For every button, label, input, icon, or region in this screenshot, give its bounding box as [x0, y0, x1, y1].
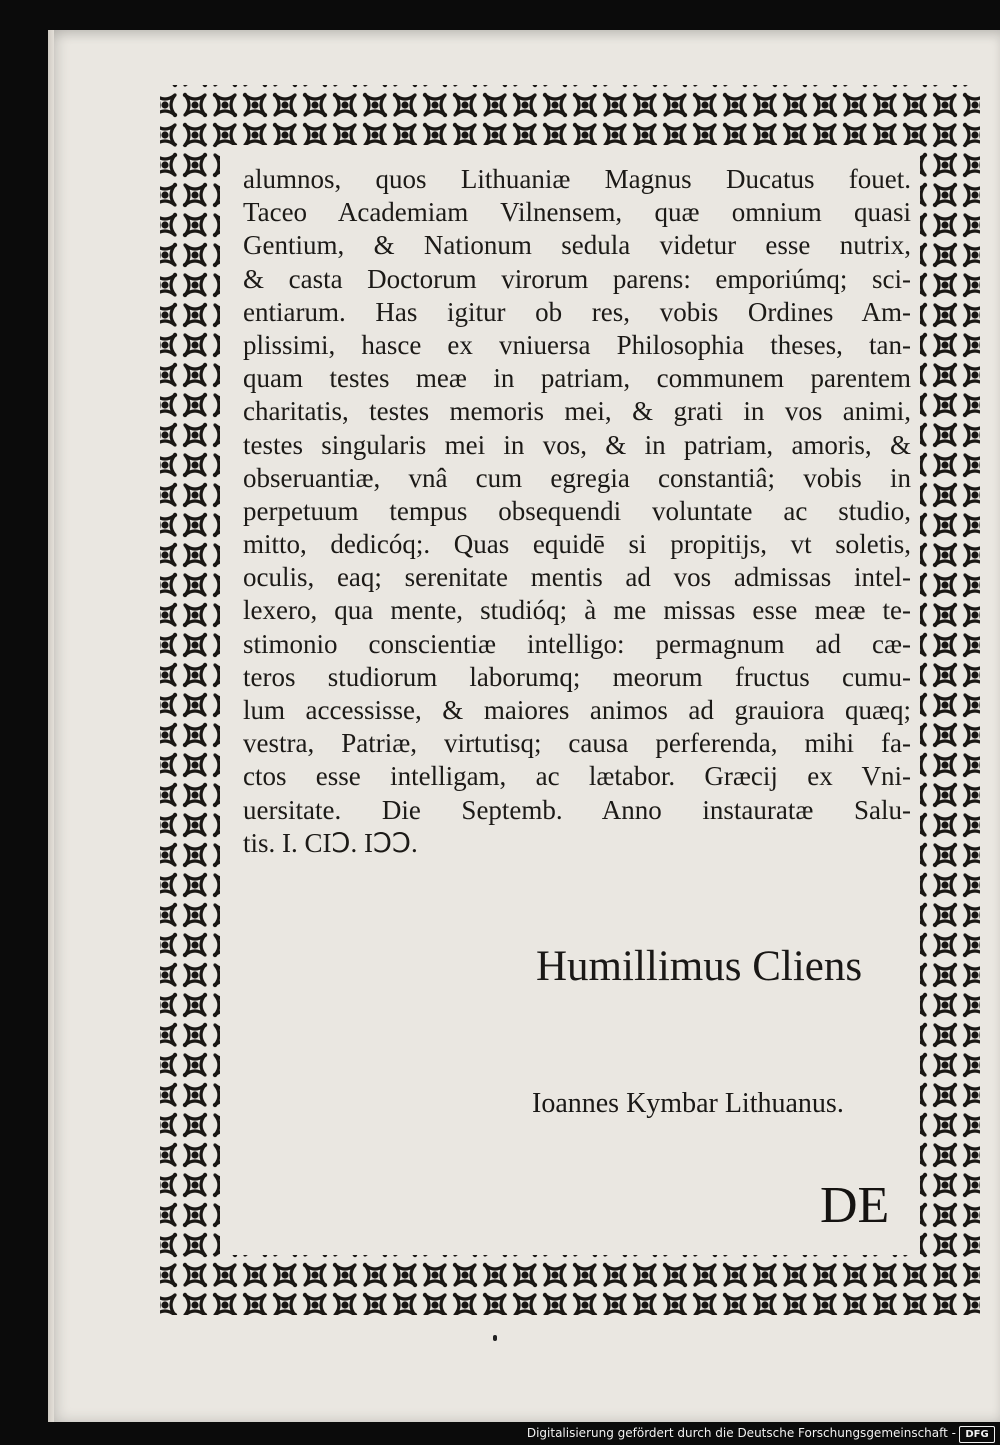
text-line: lum accessisse, & maiores animos ad grauiora quæq;	[243, 695, 911, 725]
text-line: lexero, qua mente, studióq; à me missas esse meæ te-	[243, 595, 911, 626]
text-line: vestra, Patriæ, virtutisq; causa perferenda, mihi fa-	[243, 728, 911, 759]
dfg-logo: DFG	[959, 1426, 995, 1443]
text-line: Taceo Academiam Vilnensem, quæ omnium quasi	[243, 197, 911, 228]
text-line: teros studiorum laborumq; meorum fructus cumu-	[243, 661, 911, 692]
text-line: stimonio conscientiæ intelligo: permagnum ad cæ-	[243, 628, 911, 659]
text-line: perpetuum tempus obsequendi voluntate ac studio,	[243, 495, 911, 526]
text-line: Gentium, & Nationum sedula videtur esse nutrix,	[243, 230, 911, 261]
footer-bar	[0, 1422, 1000, 1445]
text-line: charitatis, testes memoris mei, & grati in vos animi,	[243, 396, 911, 427]
ink-mark	[493, 1335, 497, 1341]
text-line: tis. I. CIↃ. IↃↃ.	[243, 827, 418, 858]
text-line: entiarum. Has igitur ob res, vobis Ordines Am-	[243, 296, 911, 327]
text-line: oculis, eaq; serenitate mentis ad vos admissas intel-	[243, 562, 911, 593]
text-line: obseruantiæ, vnâ cum egregia constantiâ; vobis in	[243, 462, 911, 493]
catchword: DE	[820, 1177, 890, 1234]
footer-credit: Digitalisierung gefördert durch die Deutsche Forschungsgemeinschaft -	[526, 1426, 956, 1440]
text-line: plissimi, hasce ex vniuersa Philosophia theses, tan-	[243, 329, 911, 360]
text-line: ctos esse intelligam, ac lætabor. Græcij ex Vni-	[243, 761, 911, 792]
text-line: alumnos, quos Lithuaniæ Magnus Ducatus fouet.	[243, 164, 911, 194]
text-line: uersitate. Die Septemb. Anno instauratæ Salu-	[243, 794, 911, 825]
body-text	[243, 163, 911, 860]
text-line: & casta Doctorum virorum parens: emporiúmq; sci-	[243, 263, 911, 294]
closing-salutation: Humillimus Cliens	[536, 943, 863, 990]
text-line: testes singularis mei in vos, & in patriam, amoris, &	[243, 429, 911, 460]
text-line: quam testes meæ in patriam, communem parentem	[243, 363, 911, 394]
signer-name: Ioannes Kymbar Lithuanus.	[532, 1088, 844, 1119]
text-line: mitto, dedicóq;. Quas equidē si propitijs, vt soletis,	[243, 529, 911, 560]
